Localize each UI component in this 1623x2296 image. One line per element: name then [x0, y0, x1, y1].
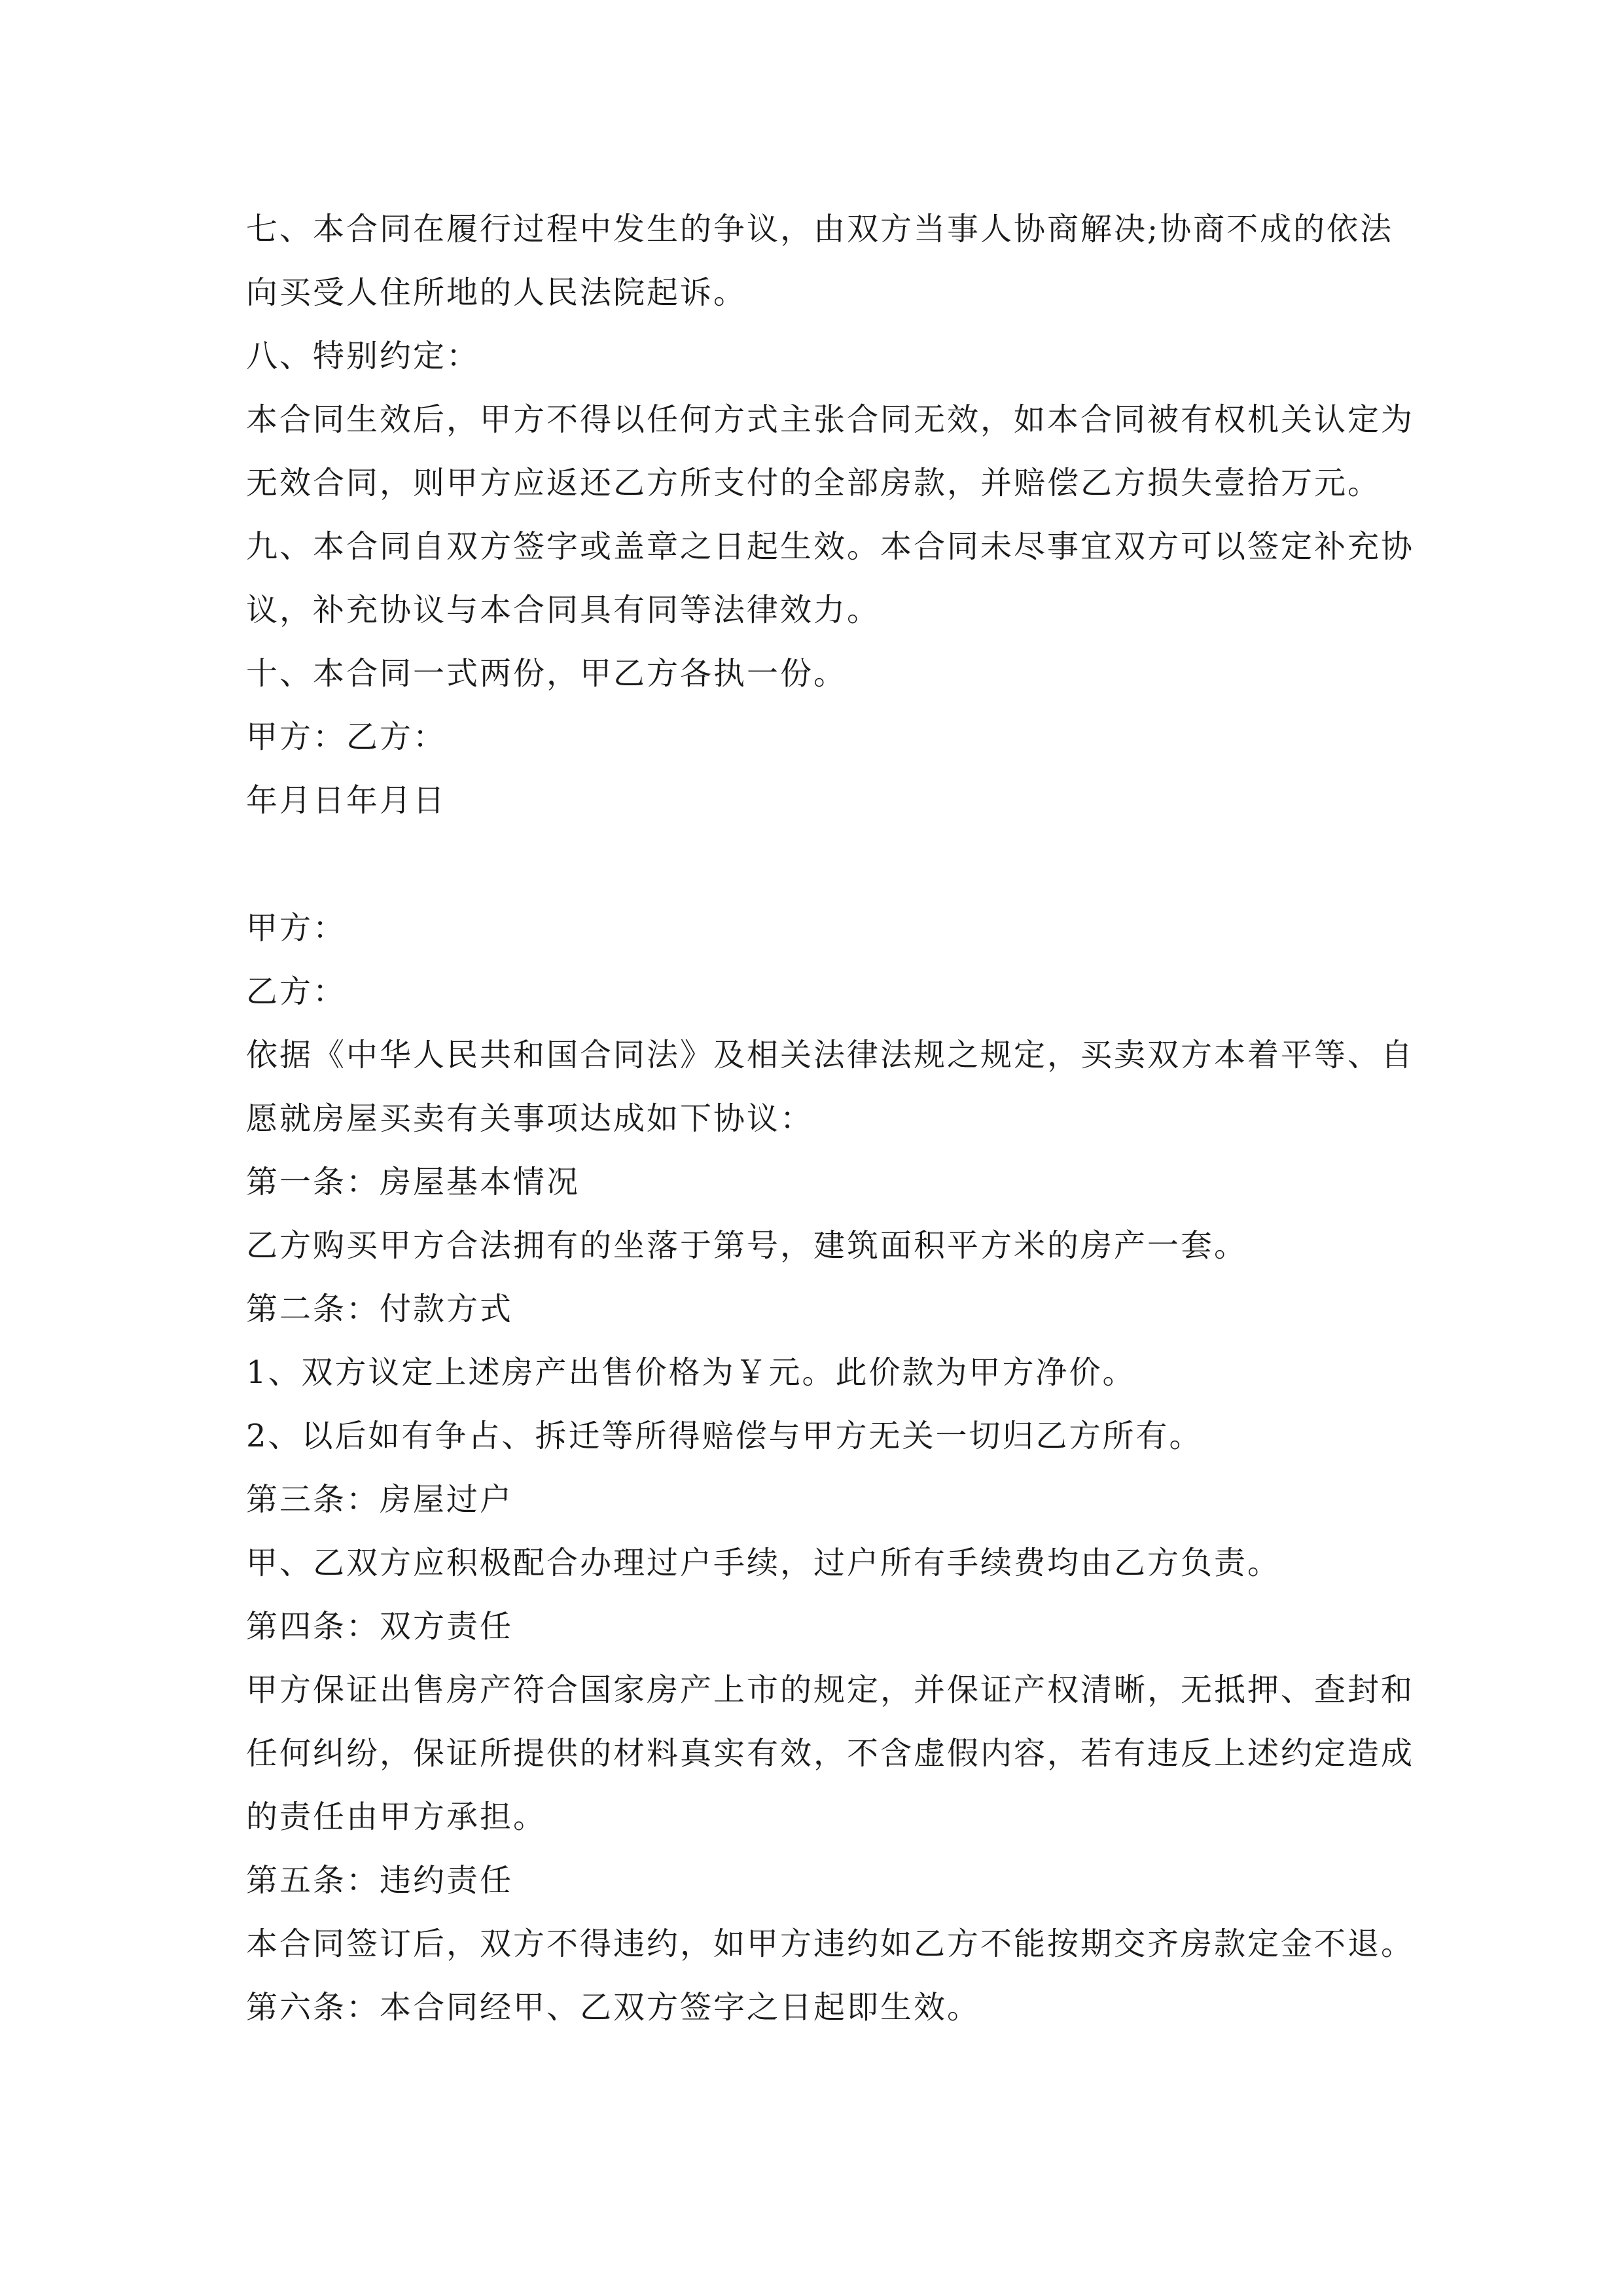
text-line: 依据《中华人民共和国合同法》及相关法律法规之规定，买卖双方本着平等、自 — [246, 1037, 1415, 1073]
text-line: 任何纠纷，保证所提供的材料真实有效，不含虚假内容，若有违反上述约定造成 — [246, 1735, 1415, 1772]
text-line: 愿就房屋买卖有关事项达成如下协议： — [246, 1100, 814, 1137]
text-line: 本合同签订后，双方不得违约，如甲方违约如乙方不能按期交齐房款定金不退。 — [246, 1926, 1415, 1962]
text-line: 乙方购买甲方合法拥有的坐落于第号，建筑面积平方米的房产一套。 — [246, 1227, 1248, 1264]
text-line: 第四条：双方责任 — [246, 1608, 514, 1645]
text-line: 第五条：违约责任 — [246, 1862, 514, 1899]
text-line: 2、以后如有争占、拆迁等所得赔偿与甲方无关一切归乙方所有。 — [246, 1418, 1203, 1454]
text-line: 甲方：乙方： — [246, 719, 447, 755]
text-line: 九、本合同自双方签字或盖章之日起生效。本合同未尽事宜双方可以签定补充协 — [246, 528, 1415, 565]
text-line: 十、本合同一式两份，甲乙方各执一份。 — [246, 655, 847, 692]
text-line: 第二条：付款方式 — [246, 1291, 514, 1327]
text-line: 的责任由甲方承担。 — [246, 1799, 547, 1835]
text-line: 甲、乙双方应积极配合办理过户手续，过户所有手续费均由乙方负责。 — [246, 1545, 1281, 1581]
text-line: 第一条：房屋基本情况 — [246, 1164, 580, 1200]
text-line: 八、特别约定： — [246, 338, 480, 374]
text-line: 甲方： — [246, 910, 347, 946]
text-line: 无效合同，则甲方应返还乙方所支付的全部房款，并赔偿乙方损失壹拾万元。 — [246, 465, 1382, 501]
text-line: 向买受人住所地的人民法院起诉。 — [246, 274, 747, 311]
text-line: 年月日年月日 — [246, 782, 447, 819]
text-line: 1、双方议定上述房产出售价格为￥元。此价款为甲方净价。 — [246, 1354, 1136, 1391]
text-line: 七、本合同在履行过程中发生的争议，由双方当事人协商解决;协商不成的依法 — [246, 211, 1394, 247]
text-line: 甲方保证出售房产符合国家房产上市的规定，并保证产权清晰，无抵押、查封和 — [246, 1672, 1415, 1708]
text-line: 第三条：房屋过户 — [246, 1481, 514, 1518]
text-line: 议，补充协议与本合同具有同等法律效力。 — [246, 592, 881, 628]
text-line: 乙方： — [246, 973, 347, 1010]
text-line: 第六条：本合同经甲、乙双方签字之日起即生效。 — [246, 1989, 981, 2026]
text-line: 本合同生效后，甲方不得以任何方式主张合同无效，如本合同被有权机关认定为 — [246, 401, 1415, 438]
